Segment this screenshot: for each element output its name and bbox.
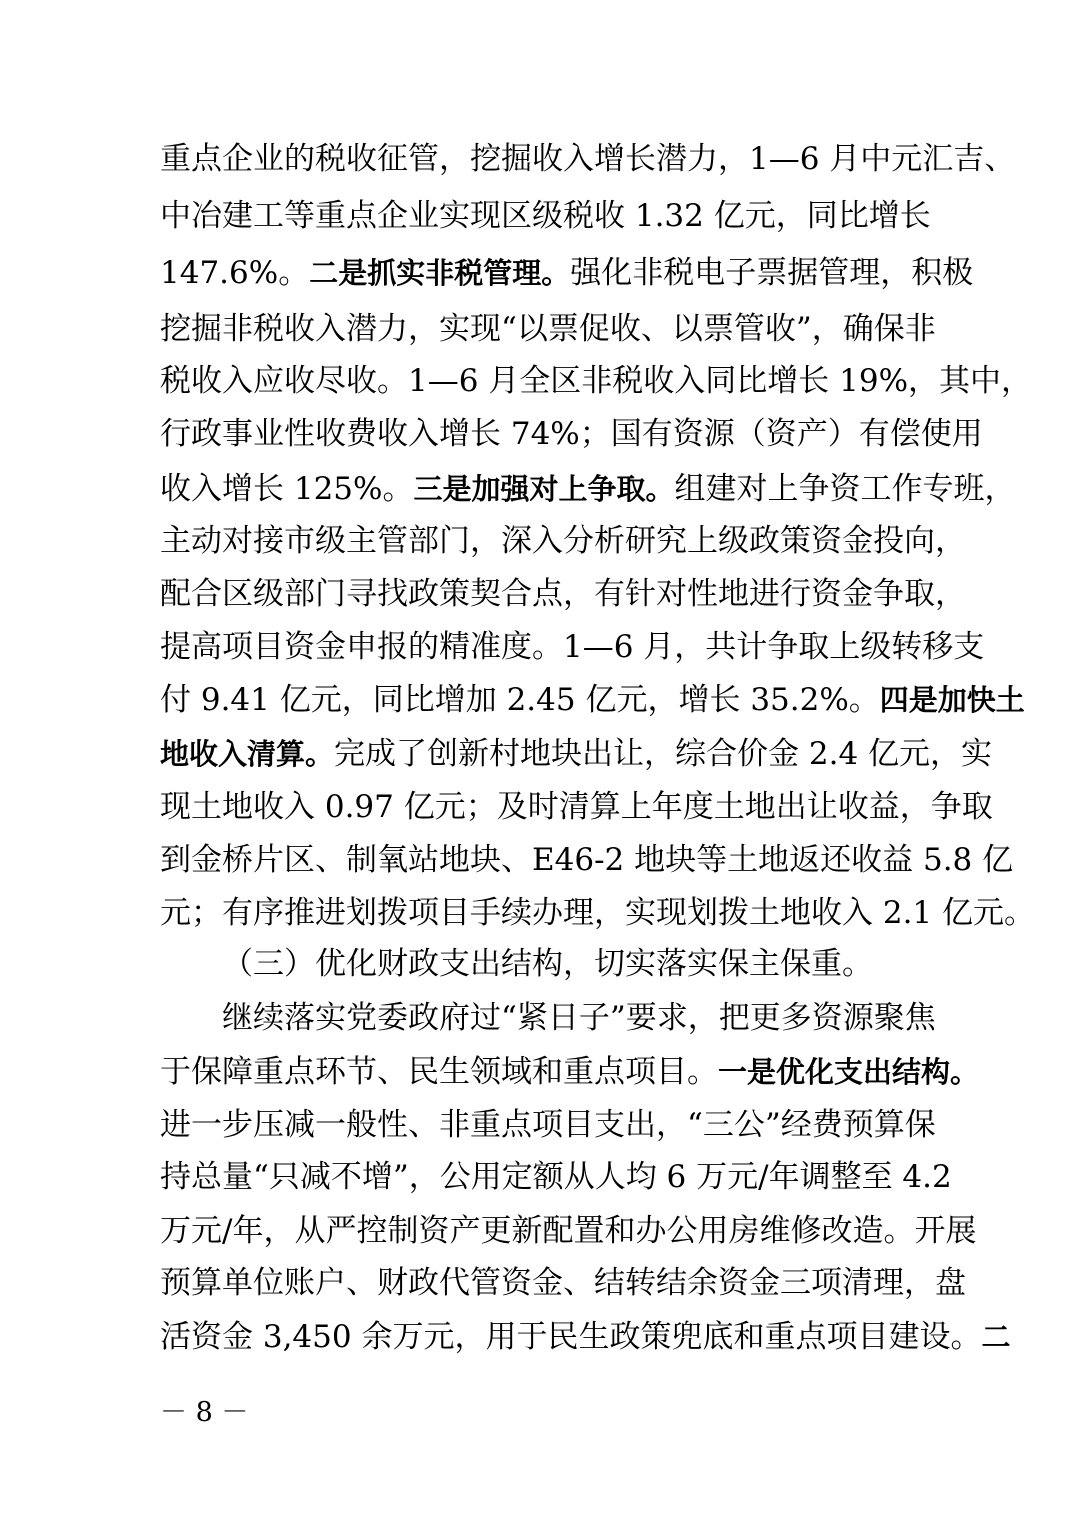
text-line (160, 132, 1016, 186)
text-line (160, 780, 993, 834)
text-run: 付 9.41 亿元，同比增加 2.45 亿元，增长 35.2%。 (160, 682, 880, 718)
bold-phrase: 三是加强对上争取。 (413, 472, 675, 506)
text-line (160, 407, 983, 461)
text-line (222, 991, 936, 1045)
text-line (160, 833, 1014, 887)
text-line (160, 567, 966, 621)
text-line (160, 354, 1033, 408)
text-run: （三）优化财政支出结构，切实落实保主保重。 (222, 946, 873, 982)
text-line (160, 727, 993, 781)
text-run: 完成了创新村地块出让，综合价金 2.4 亿元，实 (334, 736, 993, 772)
text-line (160, 1098, 936, 1152)
text-run: 收入增长 125%。 (160, 471, 414, 507)
text-line (160, 246, 974, 300)
text-line (160, 302, 936, 356)
text-run: 重点企业的税收征管，挖掘收入增长潜力，1—6 月中元汇吉、 (160, 141, 1016, 177)
text-run: 元；有序推进划拨项目手续办理，实现划拨土地收入 2.1 亿元。 (160, 895, 1036, 931)
bold-phrase: 四是加快土 (879, 683, 1025, 717)
bold-phrase: 二是抓实非税管理。 (309, 256, 571, 290)
page-number: － 8 － (160, 1397, 249, 1428)
text-run: 到金桥片区、制氧站地块、E46-2 地块等土地返还收益 5.8 亿 (160, 842, 1014, 878)
text-run: 进一步压减一般性、非重点项目支出，“三公”经费预算保 (160, 1107, 936, 1143)
text-line (160, 620, 985, 674)
text-run: 行政事业性收费收入增长 74%；国有资源（资产）有偿使用 (160, 416, 983, 452)
text-line (160, 1256, 966, 1310)
text-line (160, 189, 931, 243)
text-run: 万元/年，从严控制资产更新配置和办公用房维修改造。开展 (160, 1213, 977, 1249)
bold-phrase: 地收入清算。 (160, 737, 335, 771)
text-run: 持总量“只减不增”，公用定额从人均 6 万元/年调整至 4.2 (160, 1159, 952, 1195)
text-run: 主动对接市级主管部门，深入分析研究上级政策资金投向， (160, 523, 966, 559)
text-run: 组建对上争资工作专班， (674, 471, 1016, 507)
section-heading (222, 937, 920, 991)
text-run: 税收入应收尽收。1—6 月全区非税收入同比增长 19%，其中， (160, 363, 1033, 399)
text-line (160, 673, 1025, 727)
text-line (160, 514, 966, 568)
text-run: 现土地收入 0.97 亿元；及时清算上年度土地出让收益，争取 (160, 789, 993, 825)
text-line (160, 1150, 952, 1204)
text-run: 挖掘非税收入潜力，实现“以票促收、以票管收”，确保非 (160, 311, 936, 347)
text-run: 147.6%。 (160, 255, 310, 291)
text-line (160, 1204, 977, 1258)
text-run: 于保障重点环节、民生领域和重点项目。 (160, 1054, 718, 1090)
text-run: 强化非税电子票据管理，积极 (570, 255, 974, 291)
text-run: 预算单位账户、财政代管资金、结转结余资金三项清理，盘 (160, 1265, 966, 1301)
text-run: 配合区级部门寻找政策契合点，有针对性地进行资金争取， (160, 576, 966, 612)
text-run: 继续落实党委政府过“紧日子”要求，把更多资源聚焦 (222, 1000, 936, 1036)
text-line (160, 1310, 1011, 1364)
text-line (160, 1045, 980, 1099)
text-run: 中冶建工等重点企业实现区级税收 1.32 亿元，同比增长 (160, 198, 931, 234)
bold-phrase: 二 (981, 1320, 1011, 1354)
text-run: 提高项目资金申报的精准度。1—6 月，共计争取上级转移支 (160, 629, 985, 665)
text-line (160, 886, 1036, 940)
bold-phrase: 一是优化支出结构。 (718, 1055, 980, 1089)
text-line (160, 462, 1016, 516)
text-run: 活资金 3,450 余万元，用于民生政策兜底和重点项目建设。 (160, 1319, 982, 1355)
